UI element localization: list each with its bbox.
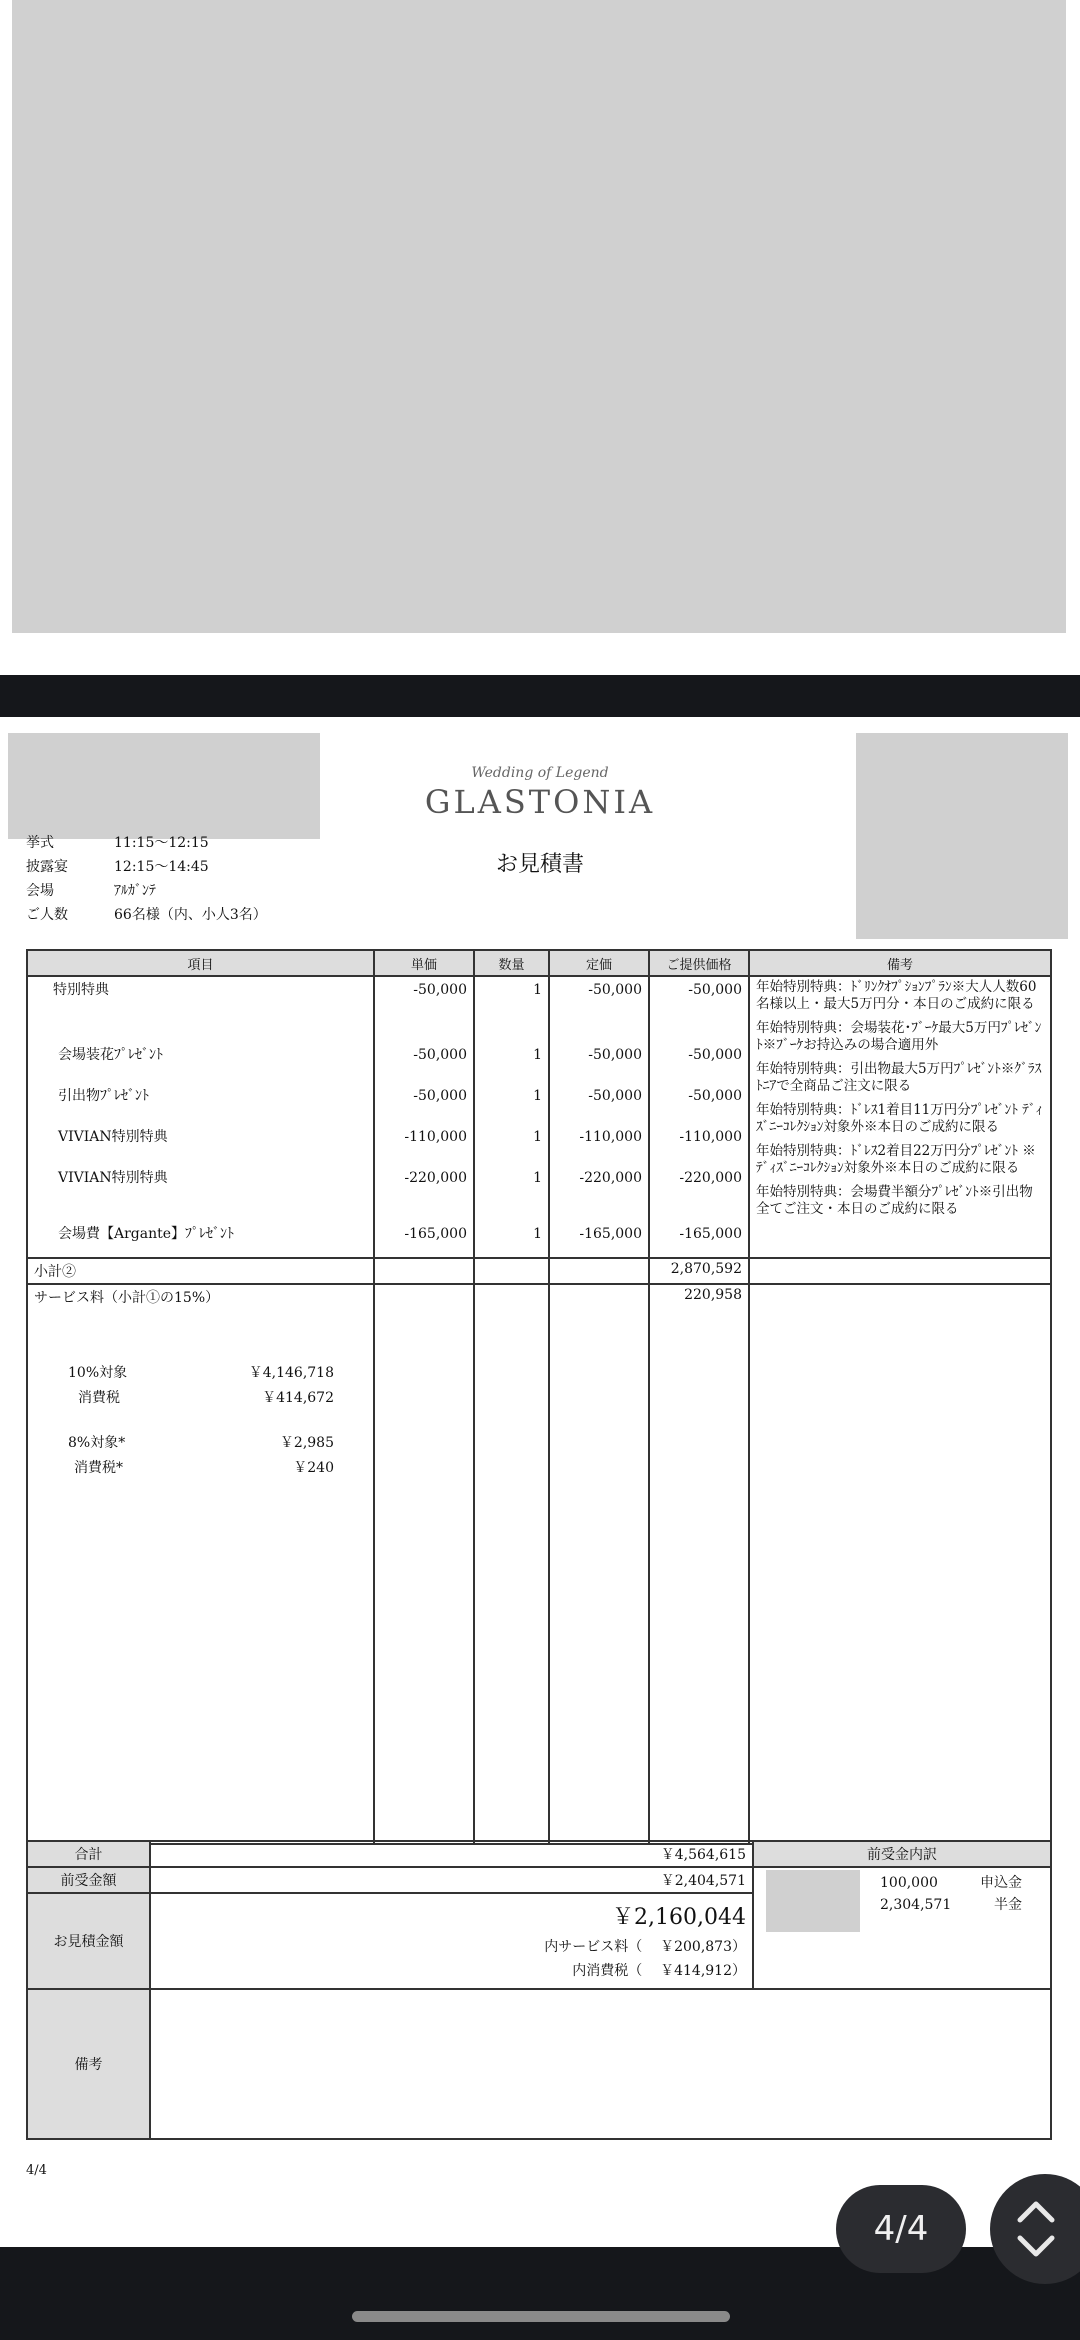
- item-name: VIVIAN特別特典: [58, 1129, 168, 1145]
- tax-value: ￥4,146,718: [248, 1365, 334, 1381]
- service-detail: [157, 1935, 746, 1959]
- info-row: [26, 903, 267, 927]
- info-value: 66名様（内、小人3名）: [114, 907, 267, 923]
- list-price: -165,000: [579, 1226, 642, 1242]
- offer-price: -50,000: [688, 1047, 742, 1063]
- item-name: 引出物ﾌﾟﾚｾﾞﾝﾄ: [58, 1088, 149, 1104]
- breakdown-amount: 2,304,571: [880, 1897, 952, 1913]
- list-price: -50,000: [588, 1047, 642, 1063]
- quantity: 1: [533, 982, 542, 998]
- item-name: 会場装花ﾌﾟﾚｾﾞﾝﾄ: [58, 1047, 163, 1063]
- deposit-row: [27, 1867, 1051, 1893]
- empty-cell: [749, 1284, 1051, 1844]
- deposit-breakdown-title: 前受金内訳: [753, 1841, 1051, 1867]
- list-price: -220,000: [579, 1170, 642, 1186]
- subtotal-value: 2,870,592: [649, 1258, 749, 1284]
- quantities: [474, 976, 549, 1258]
- item-notes: [749, 976, 1051, 1258]
- tax-label: 10%対象: [68, 1365, 128, 1381]
- list-price: -50,000: [588, 982, 642, 998]
- tax-label: 消費税*: [74, 1460, 123, 1476]
- total-value: ￥4,564,615: [150, 1841, 753, 1867]
- col-header-offer: ご提供価格: [649, 950, 749, 976]
- unit-price: -50,000: [413, 1088, 467, 1104]
- service-value: 220,958: [649, 1284, 749, 1844]
- quantity: 1: [533, 1170, 542, 1186]
- empty-cell: [374, 1284, 474, 1844]
- estimate-detail: [157, 1935, 746, 1983]
- estimate-value: ￥2,160,044: [612, 1905, 746, 1930]
- event-info: [26, 831, 267, 927]
- logo-name: GLASTONIA: [424, 783, 656, 821]
- breakdown-label: 半金: [994, 1897, 1022, 1913]
- previous-page: [0, 0, 1080, 675]
- item-name: VIVIAN特別特典: [58, 1170, 168, 1186]
- table-header-row: [27, 950, 1051, 976]
- table-row: [27, 976, 1051, 1258]
- info-row: [26, 879, 267, 903]
- redacted-area: [8, 733, 320, 839]
- tax-label: 8%対象*: [68, 1435, 126, 1451]
- offer-price: -165,000: [679, 1226, 742, 1242]
- item-name: 会場費【Argante】ﾌﾟﾚｾﾞﾝﾄ: [58, 1226, 235, 1242]
- page-separator: [0, 675, 1080, 717]
- item-note: 年始特別特典：引出物最大5万円ﾌﾟﾚｾﾞﾝﾄ※ｸﾞﾗｽﾄﾆｱで全商品ご注文に限る: [756, 1061, 1042, 1094]
- info-row: [26, 855, 267, 879]
- info-label: 披露宴: [26, 859, 68, 875]
- empty-cell: [549, 1284, 649, 1844]
- deposit-breakdown: [753, 1867, 1051, 1989]
- info-value: 12:15〜14:45: [114, 859, 209, 875]
- page-number: 4/4: [26, 2163, 47, 2178]
- empty-cell: [374, 1258, 474, 1284]
- page-indicator: 4/4: [836, 2185, 966, 2273]
- tax-label: 消費税: [78, 1390, 120, 1406]
- estimate-cell: [150, 1893, 753, 1989]
- tax-row: [68, 1456, 334, 1481]
- offer-price: -110,000: [679, 1129, 742, 1145]
- list-price: -110,000: [579, 1129, 642, 1145]
- unit-price: -50,000: [413, 982, 467, 998]
- empty-cell: [749, 1258, 1051, 1284]
- breakdown-row: [880, 1894, 1044, 1916]
- estimate-page: [0, 717, 1080, 2247]
- service-row: [27, 1284, 1051, 1844]
- col-header-item: 項目: [27, 950, 374, 976]
- col-header-list: 定価: [549, 950, 649, 976]
- quantity: 1: [533, 1047, 542, 1063]
- tax-detail: [157, 1959, 746, 1983]
- service-cell: [27, 1284, 374, 1844]
- col-header-unit: 単価: [374, 950, 474, 976]
- tax-value: ￥2,985: [279, 1435, 334, 1451]
- remarks-row: [27, 1989, 1051, 2139]
- info-row: [26, 831, 267, 855]
- total-label: 合計: [27, 1841, 150, 1867]
- unit-price: -50,000: [413, 1047, 467, 1063]
- tax-breakdown: [34, 1361, 334, 1481]
- unit-price: -165,000: [404, 1226, 467, 1242]
- remarks-cell: [150, 1989, 1051, 2139]
- tax-row: [68, 1386, 334, 1411]
- unit-price: -110,000: [404, 1129, 467, 1145]
- item-note: 年始特別特典：ﾄﾞﾚｽ1着目11万円分ﾌﾟﾚｾﾞﾝﾄ ﾃﾞｨｽﾞﾆｰｺﾚｸｼｮﾝ対象外※本日のご成約に限る: [756, 1102, 1043, 1135]
- tax-row: [68, 1431, 334, 1456]
- empty-cell: [474, 1284, 549, 1844]
- tax-detail-label: 内消費税（: [572, 1963, 643, 1979]
- item-note: 年始特別特典：会場装花･ﾌﾞｰｹ最大5万円ﾌﾟﾚｾﾞﾝﾄ※ﾌﾞｰｹお持込みの場合適用外: [756, 1020, 1042, 1053]
- subtotal-label: 小計②: [27, 1258, 374, 1284]
- info-label: 会場: [26, 883, 54, 899]
- tax-row: [68, 1361, 334, 1386]
- breakdown-list: [880, 1872, 1044, 1916]
- list-price: -50,000: [588, 1088, 642, 1104]
- breakdown-amount: 100,000: [880, 1875, 938, 1891]
- chevron-up-down-icon: [990, 2174, 1080, 2284]
- item-note: 年始特別特典：ﾄﾞﾘﾝｸｵﾌﾟｼｮﾝﾌﾟﾗﾝ※大人人数60名様以上・最大5万円分・本日のご成約に限る: [756, 979, 1037, 1012]
- totals-table: [26, 1840, 1052, 2140]
- estimate-table: [26, 949, 1052, 1845]
- quantity: 1: [533, 1129, 542, 1145]
- offer-price: -50,000: [688, 982, 742, 998]
- col-header-notes: 備考: [749, 950, 1051, 976]
- subtotal-row: [27, 1258, 1051, 1284]
- tax-value: ￥414,672: [262, 1390, 334, 1406]
- quantity: 1: [533, 1088, 542, 1104]
- logo-tagline: Wedding of Legend: [471, 765, 609, 781]
- tax-detail-value: ￥414,912）: [660, 1963, 746, 1979]
- unit-prices: [374, 976, 474, 1258]
- info-label: ご人数: [26, 907, 68, 923]
- home-handle[interactable]: [352, 2311, 730, 2322]
- info-label: 挙式: [26, 835, 54, 851]
- item-names: [27, 976, 374, 1258]
- service-detail-value: ￥200,873）: [660, 1939, 746, 1955]
- redacted-area: [856, 733, 1068, 939]
- tax-value: ￥240: [293, 1460, 334, 1476]
- info-value: 11:15〜12:15: [114, 835, 209, 851]
- info-value: ｱﾙｶﾞﾝﾃ: [114, 883, 156, 899]
- item-note: 年始特別特典：会場費半額分ﾌﾟﾚｾﾞﾝﾄ※引出物全てご注文・本日のご成約に限る: [756, 1184, 1033, 1217]
- brand-logo: [380, 765, 700, 821]
- remarks-label: 備考: [27, 1989, 150, 2139]
- redacted-area: [12, 0, 1066, 633]
- quantity: 1: [533, 1226, 542, 1242]
- offer-prices: [649, 976, 749, 1258]
- document-title: お見積書: [495, 852, 584, 877]
- deposit-value: ￥2,404,571: [150, 1867, 753, 1893]
- empty-cell: [549, 1258, 649, 1284]
- redacted-area: [766, 1870, 860, 1932]
- empty-cell: [474, 1258, 549, 1284]
- item-note: 年始特別特典：ﾄﾞﾚｽ2着目22万円分ﾌﾟﾚｾﾞﾝﾄ ※ﾃﾞｨｽﾞﾆｰｺﾚｸｼｮﾝ対象外※本日のご成約に限る: [756, 1143, 1036, 1176]
- total-row: [27, 1841, 1051, 1867]
- page-nav-button[interactable]: [990, 2174, 1080, 2284]
- item-name: 特別特典: [53, 982, 109, 998]
- breakdown-label: 申込金: [980, 1875, 1022, 1891]
- service-detail-label: 内サービス料（: [544, 1939, 643, 1955]
- deposit-label: 前受金額: [27, 1867, 150, 1893]
- service-label: サービス料（小計①の15%）: [34, 1290, 220, 1306]
- offer-price: -50,000: [688, 1088, 742, 1104]
- col-header-qty: 数量: [474, 950, 549, 976]
- offer-price: -220,000: [679, 1170, 742, 1186]
- list-prices: [549, 976, 649, 1258]
- unit-price: -220,000: [404, 1170, 467, 1186]
- breakdown-row: [880, 1872, 1044, 1894]
- estimate-label: お見積金額: [27, 1893, 150, 1989]
